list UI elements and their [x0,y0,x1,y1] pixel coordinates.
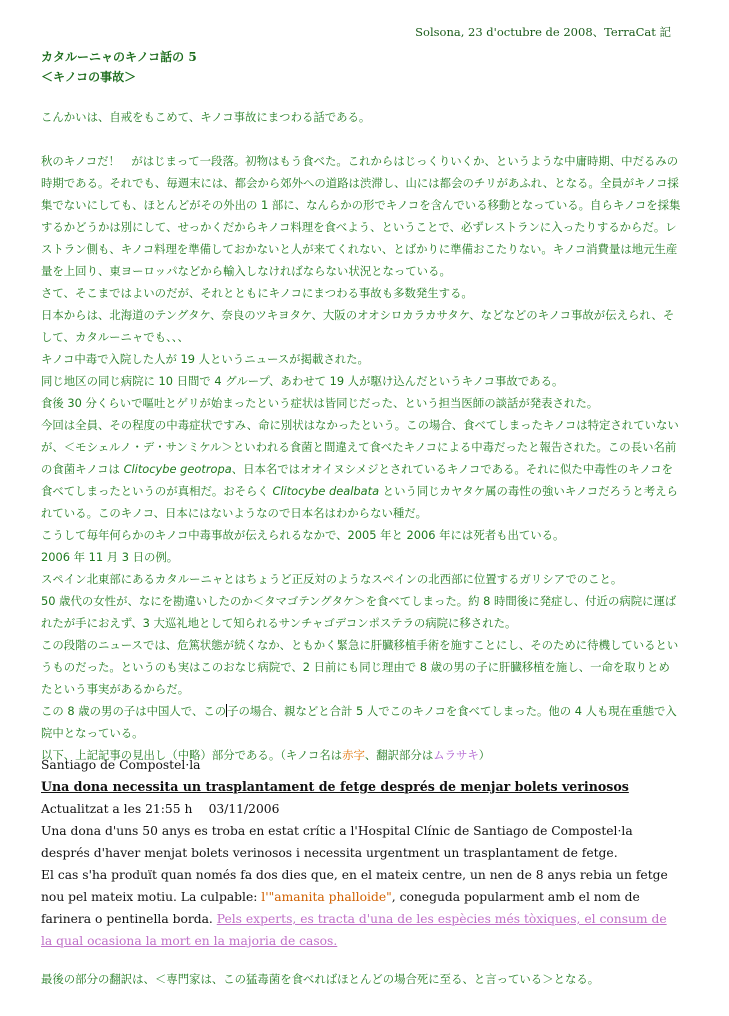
mushroom-name: l'"amanita phalloide" [261,890,392,904]
japanese-body [41,150,681,766]
legend-purple: ムラサキ [433,748,479,762]
paragraph: 50 歳代の女性が、なにを勘違いしたのか＜タマゴテングタケ＞を食べてしまった。約 8 時間後に発症し、付近の病院に運ばれたが手におえず、3 大巡礼地として知られるサンチャゴデコンポステラの病院に移された。 [41,594,677,630]
article-updated: Actualitzat a les 21:55 h 03/11/2006 [41,802,280,816]
paragraph: 2006 年 11 月 3 日の例。 [41,550,179,564]
paragraph: こうして毎年何らかのキノコ中毒事故が伝えられるなかで、2005 年と 2006 年には死者も出ている。 [41,528,565,542]
paragraph: キノコ中毒で入院した人が 19 人というニュースが掲載された。 [41,352,369,366]
paragraph: 食後 30 分くらいで嘔吐とゲリが始まったという症状は皆同じだった、という担当医師の談話が発表された。 [41,396,599,410]
paragraph: スペイン北東部にあるカタルーニャとはちょうど正反対のようなスペインの北西部に位置するガリシアでのこと。 [41,572,623,586]
paragraph-text: 以下、上記記事の見出し（中略）部分である。（キノコ名は [41,748,343,762]
paragraph: 同じ地区の同じ病院に 10 日間で 4 グループ、あわせて 19 人が駆け込んだというキノコ事故である。 [41,374,564,388]
series-title: カタルーニャのキノコ話の 5 [41,50,197,64]
legend-red: 赤字 [342,748,365,762]
paragraph-text: 、翻訳部分は [364,748,434,762]
article-text: El cas s'ha produït quan només fa dos dies que, en el mateix centre, un nen de 8 anys rebia un fetge nou pel mateix motiu. La culpable: [41,868,668,904]
translated-passage: Pels experts, es tracta d'una de les espècies més tòxiques, el consum de la qual ocasiona la mort en la majoria de casos. [41,912,667,948]
intro-paragraph [41,106,681,128]
latin-name: Clitocybe dealbata [272,484,380,498]
paragraph: 秋のキノコだ！ がはじまって一段落。初物はもう食べた。これからはじっくりいくか、というような中庸時期、中だるみの時期である。それでも、毎週末には、都会から郊外への道路は渋滞し、山には都会のチリがあふれ、となる。全員がキノコ採集でないにしても、ほとんどがその外出の 1 部に、なんらかの形でキノコを含んでいる移動となっている。自らキノコを採集するかどうかは別にして、せっかくだからキノコ料理を食べよう、ということで、必ずレストランに入ったりするからだ。レストラン側も、キノコ料理を準備しておかないと人が来てくれない、とばかりに準備おこたりない。キノコ消費量は地元生産量を上回り、東ヨーロッパなどから輸入しなければならない状況となっている。 [41,154,681,278]
paragraph-text: 子の場合、親などと合計 5 人でこのキノコを食べてしまった。他の 4 人も現在重態で入院中となっている。 [41,704,677,740]
closing-text: 最後の部分の翻訳は、＜専門家は、この猛毒菌を食べればほとんどの場合死に至る、と言っている＞となる。 [41,972,600,986]
intro-text: こんかいは、自戒をもこめて、キノコ事故にまつわる話である。 [41,110,371,124]
paragraph [41,414,681,524]
latin-name: Clitocybe geotropa [123,462,232,476]
paragraph-text: 、日本名ではオオイヌシメジとされているキノコである。それに似た中毒性のキノコを食べてしまったというのが真相だ。おそらく [41,462,674,498]
article-headline: Una dona necessita un trasplantament de fetge després de menjar bolets verinosos [41,779,629,794]
closing-paragraph [41,968,681,990]
article-place: Santiago de Compostel·la [41,758,201,772]
article-body: Una dona d'uns 50 anys es troba en estat crític a l'Hospital Clínic de Santiago de Compostel·la després d'haver menjat bolets verinosos i necessita urgentment un trasplantament de fetge. [41,824,633,860]
paragraph-text: この 8 歳の男の子は中国人で、この [41,704,227,718]
dateline: Solsona, 23 d'octubre de 2008、TerraCat 記 [415,25,671,39]
quoted-article [41,754,681,952]
paragraph-text: という同じカヤタケ属の毒性の強いキノコだろうと考えられている。このキノコ、日本にはないようなので日本名はわからない種だ。 [41,484,678,520]
article-body [41,864,681,952]
paragraph: さて、そこまではよいのだが、それとともにキノコにまつわる事故も多数発生する。 [41,286,473,300]
paragraph: 日本からは、北海道のテングタケ、奈良のツキヨタケ、大阪のオオシロカラカサタケ、などなどのキノコ事故が伝えられ、そして、カタルーニャでも、、、 [41,308,675,344]
paragraph: この段階のニュースでは、危篤状態が続くなか、ともかく緊急に肝臓移植手術を施すことにし、そのために待機しているというものだった。というのも実はこのおなじ病院で、2 日前にも同じ理由で 8 歳の男の子に肝臓移植を施し、一命を取りとめたという事実があるからだ。 [41,638,679,696]
paragraph [41,700,681,744]
article-text: , coneguda popularment amb el nom de farinera o pentinella borda. [41,890,640,926]
paragraph-text: ） [478,748,491,762]
paragraph-text: 今回は全員、その程度の中毒症状ですみ、命に別状はなかったという。この場合、食べてしまったキノコは特定されていないが、＜モシェルノ・デ・サンミケル＞といわれる食菌と間違えて食べたキノコによる中毒だったと報告された。この長い名前の食菌キノコは [41,418,679,476]
article-title: ＜キノコの事故＞ [41,70,137,84]
